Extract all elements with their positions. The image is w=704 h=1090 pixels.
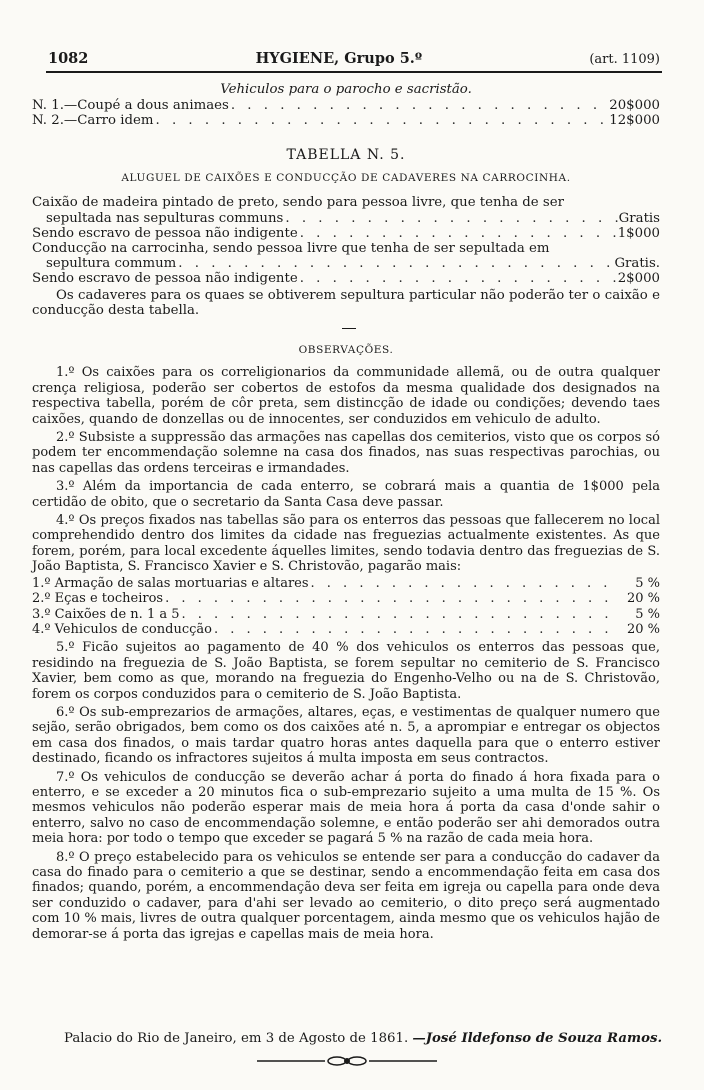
vehicle-price: 20$000 [609,98,660,114]
leader-dots [309,576,620,591]
leader-dots [176,256,614,271]
surcharge-item [32,622,660,637]
observation-8: 8.º O preço estabelecido para os vehiculos se entende ser para a conducção do cadaver da casa do finado para o cemiterio a que se destinar, sendo a encommendação feita em casa dos finados; quando, porém, a encommendação deva ser feita em igreja ou capella para onde deva ser conduzido o cadaver, para d'ahi ser levado ao cemiterio, o dito preço será augmentado com 10 % mais, livres de outra qualquer porcentagem, ainda mesmo que os vehiculos hajão de demorar-se á porta das igrejas e capellas mais de meia hora. [32,849,660,942]
leader-dots [180,607,620,622]
observations-heading: OBSERVAÇÕES. [298,344,394,356]
vehicle-item [32,113,660,128]
running-head [48,50,660,69]
observation-4: 4.º Os preços fixados nas tabellas são para os enterros das pessoas que fallecerem no local comprehendido dentro dos limites da cidade nas freguezias actualmente existentes. As que forem, porém, para local excedente áquelles limites, sendo todavia dentro das freguezias de S. João Baptista, S. Francisco Xavier e S. Christovão, pagarão mais: [32,513,660,575]
article-reference: (art. 1109) [589,52,660,67]
leader-dots [154,113,610,128]
section-dash [342,328,356,329]
table-title: TABELLA N. 5. [286,147,406,163]
surcharge-label: 2.º Eças e tocheiros [32,591,164,607]
observation-7: 7.º Os vehiculos de conducção se deverão achar á porta do finado á hora fixada para o enterro, e se exceder a 20 minutos fica o sub-emprezario sujeito a uma multa de 15 %. Os mesmos vehiculos não poderão esperar mais de meia hora á porta da casa d'onde sahir o enterro, salvo no caso de encommendação solemne, e então poderão ser ahi demorados outra meia hora: por todo o tempo que exceder se pagará 5 % na razão de cada meia hora. [32,769,660,847]
vehicle-price: 12$000 [609,113,660,129]
observation-6: 6.º Os sub-emprezarios de armações, altares, eças, e vestimentas de qualquer numero que sejão, serão obrigados, bem como os dos caixões até n. 5, a aprompiar e entregar os objectos em casa dos finados, o mais tardar quatro horas antes daquella para que o enterro estiver destinado, ficando os infractores sujeitos á multa imposta em seus contractos. [32,704,660,767]
observation-1: 1.º Os caixões para os correligionarios da communidade allemã, ou de outra qualquer crença religiosa, poderão ser cobertos de estofos da mesma qualidade dos designados na respectiva tabella, porém de côr preta, sem distincção de idade ou condições; devendo taes caixões, quando de donzellas ou de innocentes, ser conduzidos em vehiculo de adulto. [32,365,660,427]
ornamental-rule-icon [257,1054,437,1068]
table-section [32,148,660,321]
row-text: Sendo escravo de pessoa não indigente [32,271,298,287]
leader-dots [298,271,618,286]
table-row [32,195,660,225]
surcharge-item [32,576,660,591]
surcharge-item [32,591,660,606]
row-text: Sendo escravo de pessoa não indigente [32,225,298,241]
running-title: HYGIENE, Grupo 5.º [255,50,423,67]
row-value: Gratis. [614,256,660,272]
row-value: 2$000 [617,271,660,287]
surcharge-value: 20 % [626,591,660,607]
table-row [32,226,660,241]
closing-line [64,1031,664,1047]
signature: —José Ildefonso de Souza Ramos. [412,1031,663,1046]
surcharge-item [32,607,660,622]
leader-dots [229,98,609,113]
page-number: 1082 [48,50,89,67]
table-row [32,241,660,271]
row-continuation: sepultura commum [46,256,177,272]
header-rule [46,71,662,73]
table-subtitle: ALUGUEL DE CAIXÕES E CONDUCÇÃO DE CADAVERES NA CARROCINHA. [121,172,571,185]
leader-dots [163,591,620,606]
leader-dots [283,211,618,226]
surcharge-label: 3.º Caixões de n. 1 a 5 [32,606,180,622]
surcharge-value: 5 % [635,606,660,622]
row-text: Caixão de madeira pintado de preto, sendo para pessoa livre, que tenha de ser [32,195,564,211]
observations-section [32,343,660,945]
surcharge-label: 4.º Vehiculos de conducção [32,621,212,637]
leader-dots [298,226,618,241]
observation-2: 2.º Subsiste a suppressão das armações nas capellas dos cemiterios, visto que os corpos só podem ter encommendação solemne na casa dos finados, nas suas respectivas parochias, ou nas capellas das ordens terceiras e irmandades. [32,430,660,476]
vehicles-heading: Vehiculos para o parocho e sacristão. [220,82,472,97]
vehicle-label: N. 1.—Coupé a dous animaes [32,98,229,114]
row-value: 1$000 [617,225,660,241]
observation-5: 5.º Ficão sujeitos ao pagamento de 40 % dos vehiculos os enterros das pessoas que, residindo na freguezia de S. João Baptista, se forem sepultar no cemiterio de S. Francisco Xavier, bem como as que, morando na freguezia do Engenho-Velho ou na de S. Christovão, forem os corpos conduzidos para o cemiterio de S. João Baptista. [32,640,660,702]
surcharge-value: 5 % [635,575,660,591]
row-continuation: sepultada nas sepulturas communs [46,210,284,226]
surcharge-label: 1.º Armação de salas mortuarias e altares [32,575,309,591]
row-value: Gratis [618,210,660,226]
surcharge-value: 20 % [626,621,660,637]
row-text: Conducção na carrocinha, sendo pessoa livre que tenha de ser sepultada em [32,241,550,257]
vehicle-label: N. 2.—Carro idem [32,113,154,129]
leader-dots [212,622,620,637]
observation-3: 3.º Além da importancia de cada enterro, se cobrará mais a quantia de 1$000 pela certidão de obito, que o secretario da Santa Casa deve passar. [32,479,660,510]
table-row [32,271,660,286]
vehicle-item [32,98,660,113]
vehicles-section [32,82,660,129]
table-note: Os cadaveres para os quaes se obtiverem sepultura particular não poderão ter o caixão e conducção desta tabella. [32,287,660,318]
place-date: Palacio do Rio de Janeiro, em 3 de Agosto de 1861. [64,1031,409,1046]
